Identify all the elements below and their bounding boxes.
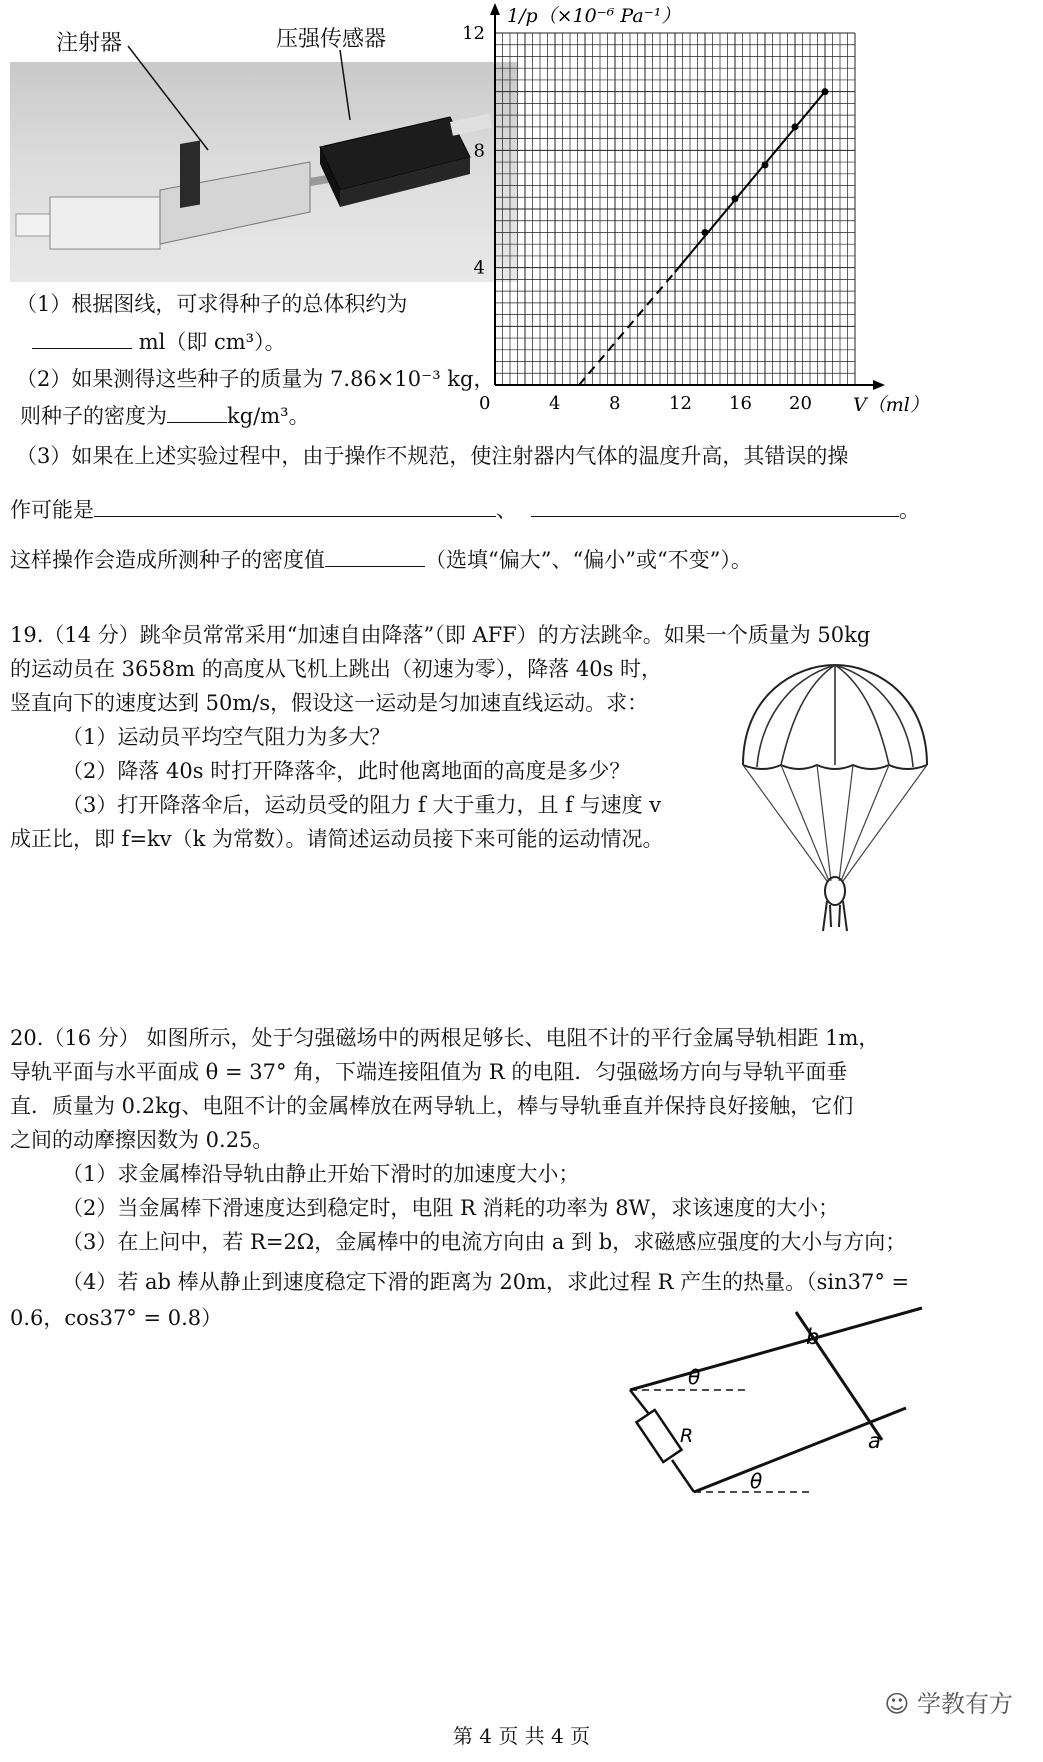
answer-blank-density-effect[interactable] [325,544,425,567]
photo-pointers [0,0,520,160]
y-axis-label: 1/p（×10⁻⁶ Pa⁻¹） [507,5,681,27]
label-theta-bottom: θ [750,1469,763,1493]
q19-line6: （3）打开降落伞后，运动员受的阻力 f 大于重力，且 f 与速度 v [62,793,662,817]
sensor-label: 压强传感器 [276,27,387,52]
fit-line-dashed [579,272,675,385]
q19-line3: 竖直向下的速度达到 50m/s，假设这一运动是匀加速直线运动。求： [10,691,649,715]
x-tick-label: 8 [609,393,621,414]
q18-part2-line2: 则种子的密度为 kg/m³。 [20,400,310,430]
label-b: b [806,1325,820,1349]
x-tick-label: 12 [669,393,692,414]
q18-part3-line2: 作可能是 、 。 [10,494,920,524]
q19-line2: 的运动员在 3658m 的高度从飞机上跳出（初速为零），降落 40s 时， [10,657,663,681]
data-point [792,123,799,130]
answer-blank-volume[interactable] [32,326,132,349]
q19-line1: 19.（14 分）跳伞员常常采用“加速自由降落”（即 AFF）的方法跳伞。如果一个质量为 50kg [10,623,871,647]
graph-1p-vs-v [462,0,929,420]
x-tick-label: 16 [729,393,752,414]
q18-part3-line1: （3）如果在上述实验过程中，由于操作不规范，使注射器内气体的温度升高，其错误的操 [16,444,849,468]
q20-line5: （1）求金属棒沿导轨由静止开始下滑时的加速度大小； [62,1162,580,1186]
q20-line9: 0.6，cos37° = 0.8） [10,1306,223,1330]
q18-part1-line1: （1）根据图线，可求得种子的总体积约为 [16,292,408,316]
page-footer: 第 4 页 共 4 页 [452,1724,591,1748]
q20-line6: （2）当金属棒下滑速度达到稳定时，电阻 R 消耗的功率为 8W，求该速度的大小； [62,1196,840,1220]
y-tick-label: 4 [473,257,485,279]
data-point [732,195,739,202]
rail-diagram [600,1300,940,1510]
q18-part3-line3: 这样操作会造成所测种子的密度值 （选填“偏大”、“偏小”或“不变”）。 [10,544,752,574]
q19-line4: （1）运动员平均空气阻力为多大？ [62,725,391,749]
data-point [762,162,769,169]
q18-part2-line1: （2）如果测得这些种子的质量为 7.86×10⁻³ kg， [16,367,495,391]
label-resistor: R [680,1425,694,1447]
y-tick-label: 12 [462,23,485,44]
answer-blank-mistake-1[interactable] [94,494,496,517]
watermark: ☺ 学教有方 [884,1690,1013,1718]
q18-part1-line2: ml（即 cm³）。 [32,326,286,356]
q20-line7: （3）在上问中，若 R=2Ω，金属棒中的电流方向由 a 到 b，求磁感应强度的大小与方向； [62,1230,907,1254]
q20-line4: 之间的动摩擦因数为 0.25。 [10,1128,274,1152]
q20-line1: 20.（16 分） 如图所示，处于匀强磁场中的两根足够长、电阻不计的平行金属导轨相距 1m， [10,1026,880,1050]
data-point [702,229,709,236]
y-tick-label: 8 [473,140,485,162]
x-axis-label: V（ml） [853,394,929,416]
q20-line2: 导轨平面与水平面成 θ = 37° 角，下端连接阻值为 R 的电阻．匀强磁场方向与导轨平面垂 [10,1060,848,1084]
x-tick-label: 4 [549,393,561,414]
q20-line3: 直．质量为 0.2kg、电阻不计的金属棒放在两导轨上，棒与导轨垂直并保持良好接触，它们 [10,1094,854,1118]
x-tick-label: 0 [479,393,491,414]
x-axis-arrow [873,380,885,390]
q19-line7: 成正比，即 f=kv（k 为常数）。请简述运动员接下来可能的运动情况。 [10,827,664,851]
answer-blank-mistake-2[interactable] [531,494,899,517]
data-point [822,88,829,95]
answer-blank-density[interactable] [167,400,227,423]
y-axis-arrow [490,3,500,15]
label-theta-top: θ [688,1365,701,1389]
q20-line8: （4）若 ab 棒从静止到速度稳定下滑的距离为 20m，求此过程 R 产生的热量。（sin37° = [62,1270,910,1294]
x-tick-label: 20 [789,393,812,414]
label-a: a [868,1429,881,1453]
q19-line5: （2）降落 40s 时打开降落伞，此时他离地面的高度是多少？ [62,759,631,783]
syringe-label: 注射器 [56,31,123,56]
wechat-icon: ☺ [884,1690,910,1718]
parachute-illustration [735,655,935,940]
